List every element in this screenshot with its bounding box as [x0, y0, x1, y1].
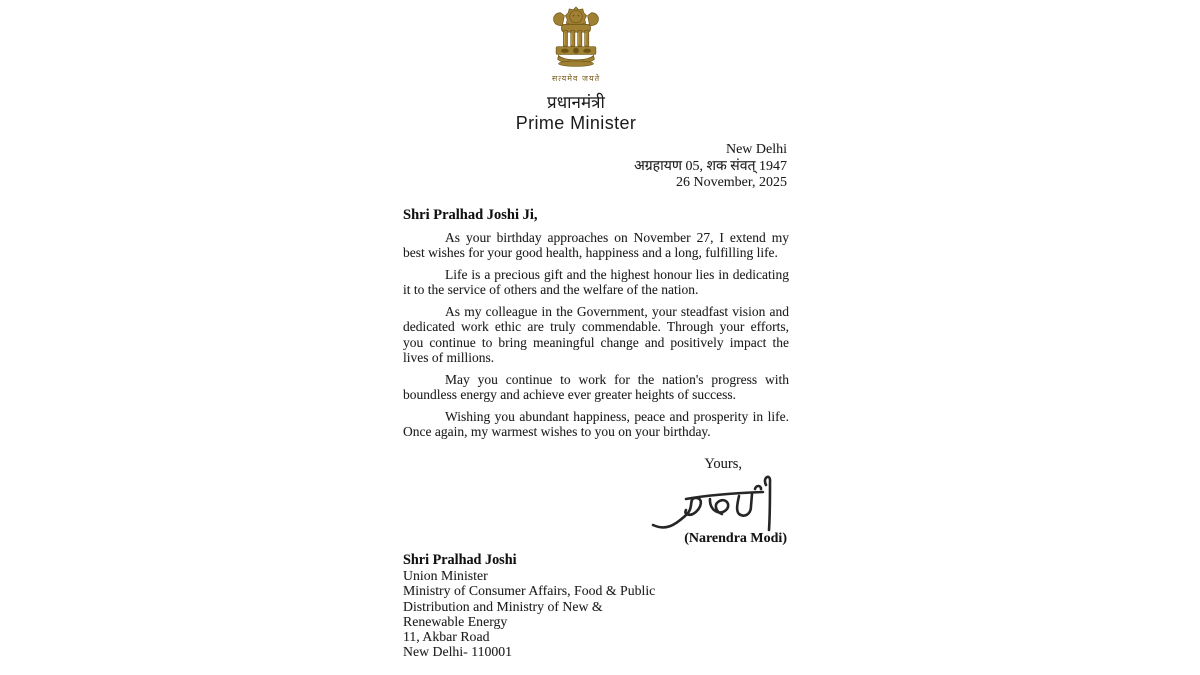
dateline-place: New Delhi — [725, 142, 787, 157]
paragraph-2: Life is a precious gift and the highest honour lies in dedicating it to the service of others and the welfare of the nation. — [403, 266, 789, 297]
letterhead — [426, 4, 726, 133]
recipient-line: Union Minister — [403, 568, 488, 584]
recipient-line: Renewable Energy — [403, 613, 508, 629]
recipient-line: Ministry of Consumer Affairs, Food & Public — [403, 583, 656, 599]
paragraph-1: As your birthday approaches on November 27, I extend my best wishes for your good health, happiness and a long, fulfilling life. — [403, 229, 789, 260]
pm-title-hindi: प्रधानमंत्री — [547, 93, 605, 112]
dateline-english: 26 November, 2025 — [675, 175, 787, 190]
paragraph-5: Wishing you abundant happiness, peace and prosperity in life. Once again, my warmest wishes to you on your birthday. — [403, 408, 789, 439]
closing-yours: Yours, — [704, 456, 742, 472]
letter-body — [403, 208, 789, 440]
pm-title-english: Prime Minister — [515, 113, 637, 133]
national-emblem-icon — [545, 4, 607, 68]
salutation: Shri Pralhad Joshi Ji, — [403, 207, 538, 223]
paragraph-3: As my colleague in the Government, your steadfast vision and dedicated work ethic are truly commendable. Through your efforts, you continue to bring meaningful change and positively impact the lives of millions. — [403, 303, 789, 365]
recipient-address — [403, 553, 787, 659]
dateline — [403, 142, 787, 192]
signatory-name: (Narendra Modi) — [684, 531, 787, 546]
paragraph-4: May you continue to work for the nation's progress with boundless energy and achieve ever greater heights of success. — [403, 371, 789, 402]
recipient-line: 11, Akbar Road — [403, 629, 490, 645]
recipient-name: Shri Pralhad Joshi — [403, 552, 517, 568]
recipient-line: Distribution and Ministry of New & — [403, 598, 603, 614]
dateline-hindi: अग्रहायण 05, शक संवत् 1947 — [634, 158, 787, 174]
emblem-caption: सत्यमेव जयते — [551, 74, 601, 83]
narendra-modi-signature-icon — [650, 474, 792, 534]
recipient-line: New Delhi- 110001 — [403, 644, 513, 660]
